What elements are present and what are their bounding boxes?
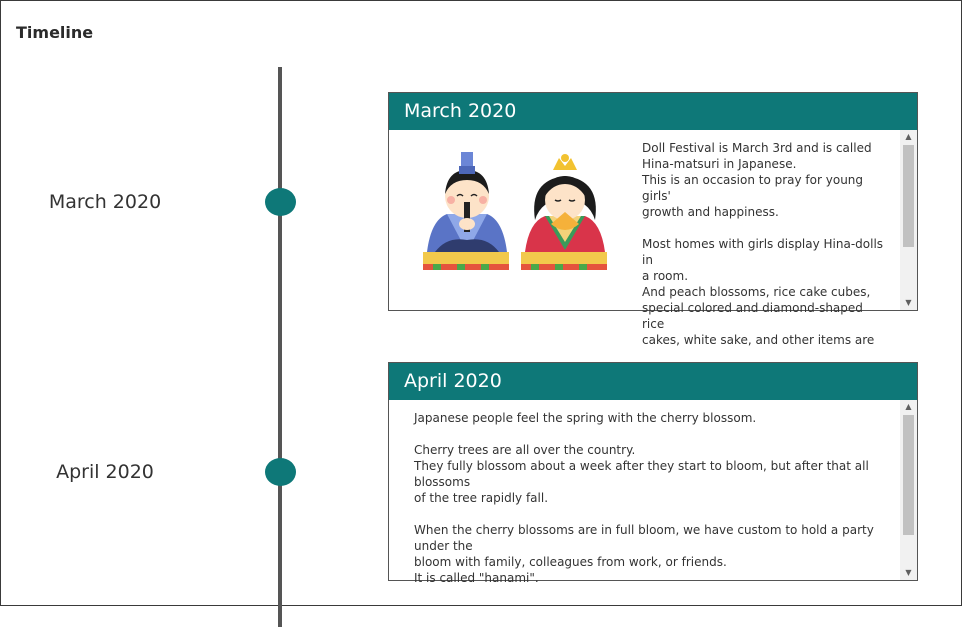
scrollbar-thumb[interactable]	[903, 145, 914, 247]
text-line: This is an occasion to pray for young girls'	[642, 173, 864, 203]
text-line: Most homes with girls display Hina-dolls in	[642, 237, 884, 267]
vertical-scrollbar[interactable]	[900, 130, 917, 310]
emperor-doll-icon	[423, 152, 509, 270]
scroll-down-icon[interactable]: ▼	[905, 568, 912, 577]
card-title: March 2020	[389, 93, 917, 130]
page-title: Timeline	[16, 23, 94, 42]
timeline-line	[278, 67, 282, 627]
card-title: April 2020	[389, 363, 917, 400]
text-line: special colored and diamond-shaped rice	[642, 301, 863, 331]
timeline-date-label: April 2020	[56, 461, 154, 483]
timeline-date-label: March 2020	[48, 191, 162, 213]
text-line: They fully blossom about a week after they start to bloom, but after that all blossoms	[414, 459, 869, 489]
card-paragraph	[642, 140, 887, 220]
text-line: When the cherry blossoms are in full bloom, we have custom to hold a party under the	[414, 523, 874, 553]
text-line: of the tree rapidly fall.	[414, 491, 549, 505]
text-line: growth and happiness.	[642, 205, 779, 219]
text-line: bloom with family, colleagues from work, or friends.	[414, 555, 727, 569]
card-paragraph	[414, 442, 894, 506]
scrollbar-thumb[interactable]	[903, 415, 914, 535]
card-content[interactable]	[389, 130, 917, 347]
vertical-scrollbar[interactable]	[900, 400, 917, 580]
timeline-card	[388, 92, 918, 347]
scroll-up-icon[interactable]: ▲	[905, 402, 912, 411]
text-line: Cherry trees are all over the country.	[414, 443, 636, 457]
card-paragraph	[642, 236, 887, 348]
card-paragraph	[414, 522, 894, 586]
card-text	[642, 140, 887, 348]
text-line: It is called "hanami".	[414, 571, 539, 585]
scroll-down-icon[interactable]: ▼	[905, 298, 912, 307]
card-paragraph	[414, 410, 894, 426]
text-line: Japanese people feel the spring with the cherry blossom.	[414, 411, 757, 425]
card-text	[414, 410, 894, 586]
scroll-up-icon[interactable]: ▲	[905, 132, 912, 141]
timeline-node	[265, 458, 296, 486]
timeline-node	[265, 188, 296, 216]
text-line: Doll Festival is March 3rd and is called	[642, 141, 872, 155]
card-content[interactable]	[389, 400, 917, 585]
text-line: cakes, white sake, and other items are	[642, 333, 875, 347]
text-line: And peach blossoms, rice cake cubes,	[642, 285, 871, 299]
text-line: a room.	[642, 269, 689, 283]
hina-dolls-illustration	[417, 140, 612, 280]
text-line: Hina-matsuri in Japanese.	[642, 157, 797, 171]
empress-doll-icon	[521, 154, 607, 270]
timeline-card	[388, 362, 918, 585]
